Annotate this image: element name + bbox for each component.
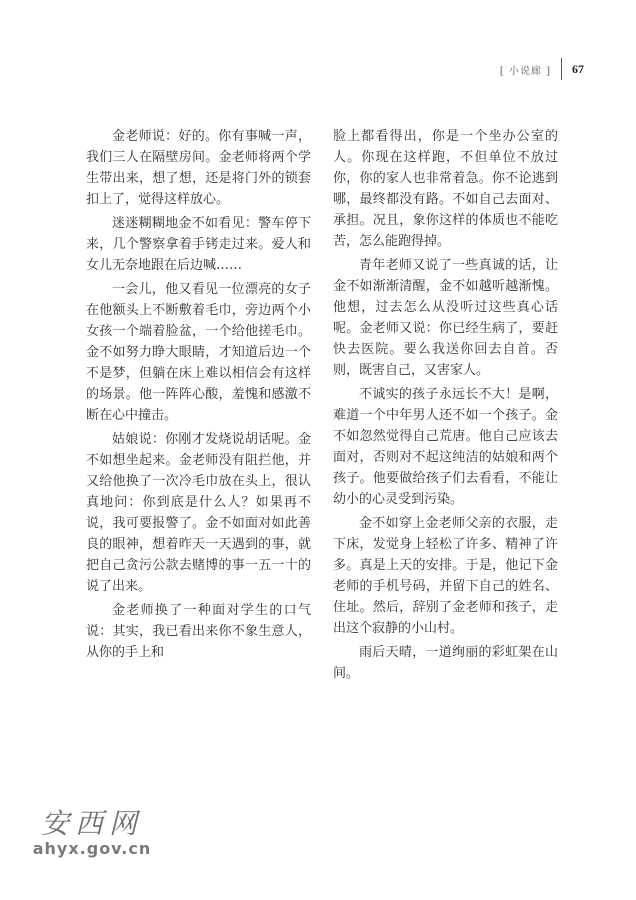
section-title: [ 小说廊 ]: [499, 65, 551, 77]
paragraph: 姑娘说：你刚才发烧说胡话呢。金不如想坐起来。金老师没有阻拦他，并又给他换了一次冷毛巾放在头上，很认真地问：你到底是什么人？如果再不说，我可要报警了。金不如面对如此善良的眼神，想着昨天一天遇到的事，就把自己贪污公款去赌博的事一五一十的说了出来。: [86, 432, 311, 594]
right-column: [333, 126, 558, 687]
paragraph: 脸上都看得出，你是一个坐办公室的人。你现在这样跑，不但单位不放过你，你的家人也非常着急。你不论逃到哪，最终都没有路。不如自己去面对、承担。况且，象你这样的体质也不能吃苦，怎么能跑得掉。: [333, 129, 558, 249]
paragraph: 金老师换了一种面对学生的口气说：其实，我已看出来你不象生意人，从你的手上和: [86, 603, 311, 660]
paragraph: 一会儿，他又看见一位漂亮的女子在他额头上不断敷着毛巾，旁边两个小女孩一个端着脸盆，一个给他搓毛巾。金不如努力睁大眼睛，才知道后边一个不是梦，但躺在床上难以相信会有这样的场景。他一阵阵心酸，羞愧和感激不断在心中撞击。: [86, 282, 311, 423]
site-watermark: [22, 808, 162, 858]
paragraph: 金不如穿上金老师父亲的衣服，走下床，发觉身上轻松了许多、精神了许多。真是上天的安排。于是，他记下金老师的手机号码，并留下自己的姓名、住址。然后，辞别了金老师和孩子，走出这个寂静的小山村。: [333, 516, 558, 636]
paragraph: 金老师说：好的。你有事喊一声，我们三人在隔壁房间。金老师将两个学生带出来，想了想，还是将门外的锁套扣上了，觉得这样放心。: [86, 129, 311, 207]
watermark-logo: 安西网: [40, 807, 143, 840]
paragraph: 不诚实的孩子永远长不大！是啊，难道一个中年男人还不如一个孩子。金不如忽然觉得自己荒唐。他自己应该去面对，否则对不起这纯洁的姑娘和两个孩子。他要做给孩子们去看看，不能让幼小的心灵受到污染。: [333, 387, 558, 507]
paragraph: 雨后天晴，一道绚丽的彩虹架在山间。: [333, 645, 558, 681]
header-divider: [561, 58, 562, 80]
paragraph: 青年老师又说了一些真诚的话，让金不如渐渐清醒，金不如越听越渐愧。他想，过去怎么从没听过这些真心话呢。金老师又说：你已经生病了，要赶快去医院。要么我送你回去自首。否则，既害自己，又害家人。: [333, 258, 558, 378]
watermark-domain: ahyx.gov.cn: [32, 839, 152, 858]
page-number: 67: [572, 61, 584, 76]
left-column: [86, 126, 311, 666]
paragraph: 迷迷糊糊地金不如看见：警车停下来，几个警察拿着手铐走过来。爱人和女儿无奈地跟在后边喊……: [86, 216, 311, 273]
page-header: [500, 58, 584, 80]
